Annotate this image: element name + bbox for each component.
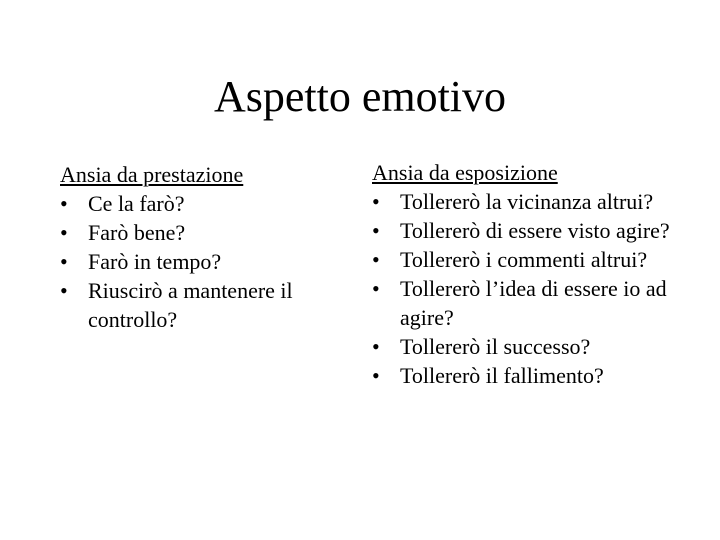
bullet-icon: • bbox=[60, 278, 68, 303]
list-item bbox=[372, 245, 672, 274]
list-item bbox=[60, 218, 350, 247]
list-item-text: Tollererò la vicinanza altrui? bbox=[400, 189, 654, 214]
slide-title: Aspetto emotivo bbox=[213, 72, 507, 121]
bullet-icon: • bbox=[372, 189, 380, 214]
list-item bbox=[372, 332, 672, 361]
list-item-text: Tollererò l’idea di essere io ad agire? bbox=[400, 276, 667, 330]
list-item bbox=[372, 361, 672, 390]
bullet-icon: • bbox=[372, 363, 380, 388]
list-item-text: Ce la farò? bbox=[88, 191, 185, 216]
bullet-icon: • bbox=[60, 220, 68, 245]
list-item-text: Tollererò il fallimento? bbox=[400, 363, 604, 388]
list-item bbox=[372, 187, 672, 216]
bullet-icon: • bbox=[372, 218, 380, 243]
right-column-heading: Ansia da esposizione bbox=[372, 160, 558, 185]
left-column bbox=[60, 160, 350, 334]
bullet-icon: • bbox=[372, 276, 380, 301]
list-item bbox=[60, 189, 350, 218]
left-bullet-list bbox=[60, 189, 350, 334]
list-item-text: Farò bene? bbox=[88, 220, 186, 245]
list-item bbox=[372, 274, 672, 332]
list-item-text: Tollererò di essere visto agire? bbox=[400, 218, 670, 243]
bullet-icon: • bbox=[372, 247, 380, 272]
bullet-icon: • bbox=[60, 249, 68, 274]
bullet-icon: • bbox=[372, 334, 380, 359]
list-item-text: Riuscirò a mantenere il controllo? bbox=[88, 278, 293, 332]
right-bullet-list bbox=[372, 187, 672, 390]
list-item-text: Farò in tempo? bbox=[88, 249, 222, 274]
list-item-text: Tollererò i commenti altrui? bbox=[400, 247, 648, 272]
list-item bbox=[60, 276, 350, 334]
list-item bbox=[372, 216, 672, 245]
list-item-text: Tollererò il successo? bbox=[400, 334, 591, 359]
left-column-heading: Ansia da prestazione bbox=[60, 162, 244, 187]
bullet-icon: • bbox=[60, 191, 68, 216]
right-column bbox=[372, 158, 672, 390]
list-item bbox=[60, 247, 350, 276]
